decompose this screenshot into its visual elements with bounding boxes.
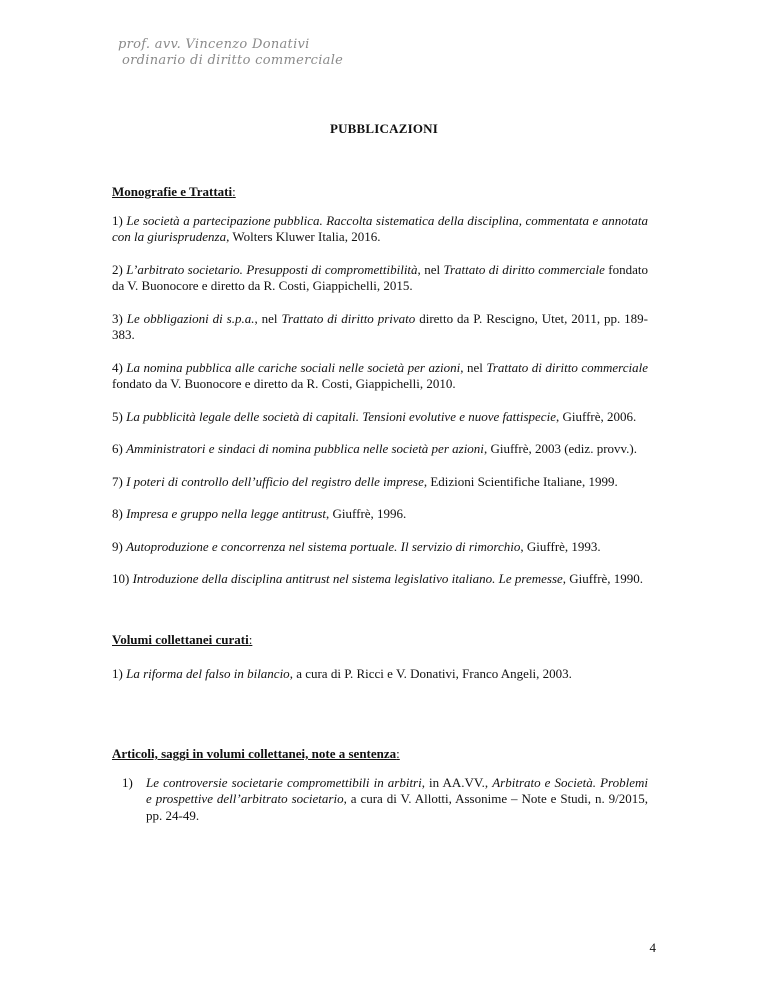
document-body — [112, 184, 648, 824]
section-heading-monografie: Monografie e Trattati: — [112, 184, 236, 199]
page-number: 4 — [649, 940, 656, 955]
list-item: 1) Le controversie societarie compromettibili in arbitri, in AA.VV., Arbitrato e Società. Problemi e prospettive dell’arbitrato societario, a cura di V. Allotti, Assonime – Note e Studi, n. 9/2015, pp. 24-49. — [122, 774, 648, 823]
list-item: 9) Autoproduzione e concorrenza nel sistema portuale. Il servizio di rimorchio, Giuffrè, 1993. — [112, 538, 601, 554]
letterhead — [118, 37, 343, 69]
list-item: 8) Impresa e gruppo nella legge antitrust, Giuffrè, 1996. — [112, 506, 407, 521]
list-item: 6) Amministratori e sindaci di nomina pubblica nelle società per azioni, Giuffrè, 2003 (ediz. provv.). — [112, 441, 638, 456]
list-item: 4) La nomina pubblica alle cariche sociali nelle società per azioni, nel Trattato di diritto commerciale fondato da V. Buonocore e diretto da R. Costi, Giappichelli, 2010. — [112, 359, 648, 391]
list-item: 7) I poteri di controllo dell’ufficio del registro delle imprese, Edizioni Scientifiche Italiane, 1999. — [112, 473, 618, 489]
list-item: 10) Introduzione della disciplina antitrust nel sistema legislativo italiano. Le premesse, Giuffrè, 1990. — [112, 571, 644, 586]
list-item: 5) La pubblicità legale delle società di capitali. Tensioni evolutive e nuove fattispecie, Giuffrè, 2006. — [112, 408, 637, 424]
list-item: 2) L’arbitrato societario. Presupposti di compromettibilità, nel Trattato di diritto commerciale fondato da V. Buonocore e diretto da R. Costi, Giappichelli, 2015. — [112, 261, 648, 293]
list-item: 1) La riforma del falso in bilancio, a cura di P. Ricci e V. Donativi, Franco Angeli, 2003. — [112, 666, 572, 681]
letterhead-role: ordinario di diritto commerciale — [122, 53, 344, 68]
section-heading-volumi: Volumi collettanei curati: — [112, 631, 253, 647]
list-item: 3) Le obbligazioni di s.p.a., nel Trattato di diritto privato diretto da P. Rescigno, Utet, 2011, pp. 189-383. — [112, 310, 648, 342]
section-heading-articoli: Articoli, saggi in volumi collettanei, note a sentenza: — [112, 746, 400, 761]
letterhead-name: prof. avv. Vincenzo Donativi — [118, 37, 310, 52]
list-item: 1) Le società a partecipazione pubblica. Raccolta sistematica della disciplina, commentata e annotata con la giurisprudenza, Wolters Kluwer Italia, 2016. — [112, 212, 648, 244]
page-title: PUBBLICAZIONI — [329, 121, 439, 136]
